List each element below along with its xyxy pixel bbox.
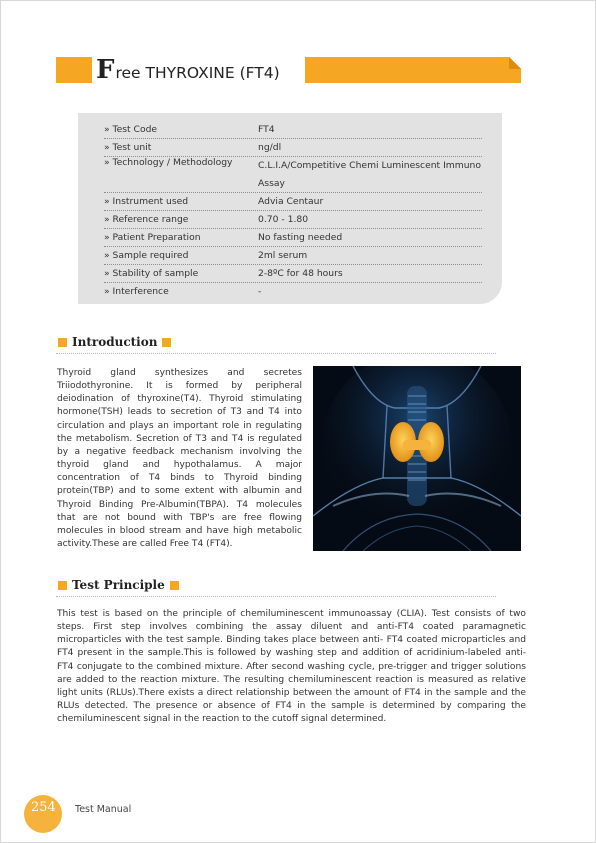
info-row (104, 142, 482, 153)
info-row (104, 250, 482, 261)
title-accent-bar-left (56, 57, 92, 83)
info-label: » Patient Preparation (104, 232, 201, 243)
introduction-paragraph: Thyroid gland synthesizes and secretes Triiodothyronine. It is formed by peripheral deiodination of thyroxine(T4). Thyroid stimulating hormone(TSH) leads to secretion of T3 and T4 into circulation and plays an important role in regulating the metabolism. Secretion of T3 and T4 is regulated by a negative feedback mechanism involving the thyroid gland and hypothalamus. A major concentration of T4 binds to Thyroid binding protein(TBP) and to some extent with albumin and Thyroid Binding Pre-Albumin(TBPA). T4 molecules that are not bound with TBP's are free flowing molecules in blood stream and have high metabolic activity.These are called Free T4 (FT4). (57, 368, 302, 550)
info-label: » Instrument used (104, 196, 189, 207)
thyroid-anatomy-illustration (313, 366, 521, 551)
info-row (104, 157, 482, 193)
info-row-divider (104, 138, 482, 139)
info-row-divider (104, 246, 482, 247)
info-label: » Sample required (104, 250, 189, 261)
section-divider (56, 353, 496, 354)
title-text: ree THYROXINE (FT4) (115, 64, 280, 82)
info-row-divider (104, 228, 482, 229)
bullet-square-icon (58, 338, 67, 347)
footer-label: Test Manual (75, 804, 132, 815)
title-initial: F (96, 55, 115, 85)
info-row-divider (104, 192, 482, 193)
info-value: - (258, 286, 262, 297)
info-row-divider (104, 210, 482, 211)
info-value: ng/dl (258, 142, 282, 153)
page-fold-corner (509, 57, 521, 69)
info-value: C.L.I.A/Competitive Chemi Luminescent Immuno Assay (258, 160, 481, 189)
info-value: No fasting needed (258, 232, 343, 243)
info-label: » Technology / Methodology (104, 157, 233, 168)
info-row (104, 268, 482, 279)
info-value: FT4 (258, 124, 275, 135)
info-row (104, 214, 482, 225)
info-label: » Interference (104, 286, 169, 297)
info-value: 2ml serum (258, 250, 308, 261)
info-label: » Test Code (104, 124, 158, 135)
page-number: 254 (31, 800, 56, 815)
introduction-heading-text: Introduction (72, 335, 158, 349)
section-divider (56, 596, 496, 597)
info-row-divider (104, 264, 482, 265)
thyroid-anatomy-image (313, 366, 521, 551)
info-label: » Reference range (104, 214, 189, 225)
test-principle-heading-text: Test Principle (72, 578, 165, 592)
info-row (104, 286, 482, 297)
test-principle-heading (58, 578, 179, 592)
info-value: 2-8ºC for 48 hours (258, 268, 343, 279)
bullet-square-icon (58, 581, 67, 590)
bullet-square-icon (170, 581, 179, 590)
info-value: Advia Centaur (258, 196, 324, 207)
info-row (104, 124, 482, 135)
info-row-divider (104, 156, 482, 157)
info-label: » Test unit (104, 142, 152, 153)
test-principle-paragraph: This test is based on the principle of chemiluminescent immunoassay (CLIA). Test consists of two steps. First step involves combining the assay diluent and anti-FT4 coated paramagnetic microparticles with the test sample. Binding takes place between anti- FT4 coated microparticles and FT4 present in the sample.This is followed by washing step and addition of acridinium-labeled anti- FT4 conjugate to the combined mixture. After second washing cycle, pre-trigger and trigger solutions are added to the reaction mixture. The resulting chemiluminescent reaction is measured as relative light units (RLUs).There exists a direct relationship between the amount of FT4 in the sample and the RLUs detected. The presence or absence of FT4 in the sample is determined by comparing the chemiluminescent signal in the reaction to the cutoff signal determined. (57, 609, 526, 725)
info-row (104, 196, 482, 207)
info-value: 0.70 - 1.80 (258, 214, 309, 225)
info-label: » Stability of sample (104, 268, 199, 279)
title-accent-bar-right (305, 57, 521, 83)
info-row-divider (104, 282, 482, 283)
introduction-heading (58, 335, 171, 349)
info-row (104, 232, 482, 243)
bullet-square-icon (162, 338, 171, 347)
page-title (92, 54, 305, 86)
